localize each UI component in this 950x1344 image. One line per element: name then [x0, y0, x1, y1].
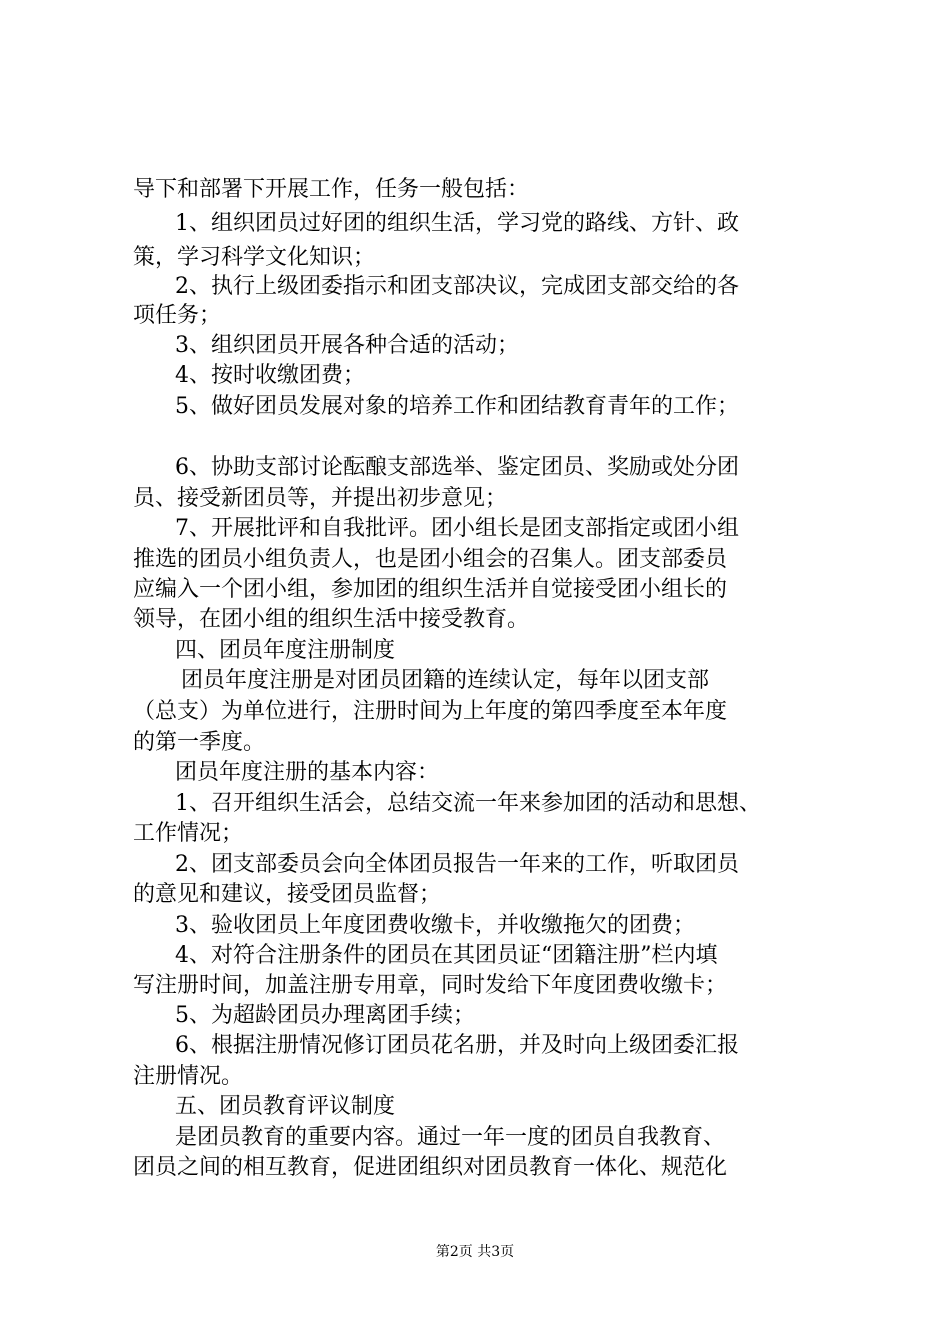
- section-heading-5: 五、团员教育评议制度: [175, 1094, 396, 1119]
- list-item-2: 2、执行上级团委指示和团支部决议，完成团支部交给的各: [175, 274, 739, 299]
- text-line: （总支）为单位进行，注册时间为上年度的第四季度至本年度: [133, 699, 728, 724]
- list-item-5: 5、做好团员发展对象的培养工作和团结教育青年的工作；: [175, 394, 739, 419]
- text-line: 策，学习科学文化知识；: [133, 245, 376, 270]
- list-item-4: 4、按时收缴团费；: [175, 363, 365, 388]
- text-line: 项任务；: [133, 303, 222, 328]
- text-line: 的意见和建议，接受团员监督；: [133, 882, 442, 907]
- text-line: 推选的团员小组负责人，也是团小组会的召集人。团支部委员: [133, 547, 728, 572]
- paragraph-line: 团员年度注册的基本内容：: [175, 760, 440, 785]
- text-line: 领导，在团小组的组织生活中接受教育。: [133, 607, 530, 632]
- list-item-6: 6、根据注册情况修订团员花名册，并及时向上级团委汇报: [175, 1033, 739, 1058]
- list-item-2: 2、团支部委员会向全体团员报告一年来的工作，听取团员: [175, 852, 739, 877]
- list-item-1: 1、召开组织生活会，总结交流一年来参加团的活动和思想、: [175, 791, 761, 816]
- list-item-3: 3、验收团员上年度团费收缴卡，并收缴拖欠的团费；: [175, 913, 695, 938]
- text-line: 工作情况；: [133, 821, 244, 846]
- text-line: 写注册时间，加盖注册专用章，同时发给下年度团费收缴卡；: [133, 973, 728, 998]
- list-item-1: 1、组织团员过好团的组织生活，学习党的路线、方针、政: [175, 211, 739, 236]
- page-footer: 第2页 共3页: [435, 1244, 515, 1260]
- list-item-7: 7、开展批评和自我批评。团小组长是团支部指定或团小组: [175, 516, 739, 541]
- paragraph-line: 团员年度注册是对团员团籍的连续认定，每年以团支部: [181, 668, 710, 693]
- list-item-3: 3、组织团员开展各种合适的活动；: [175, 333, 519, 358]
- text-line: 员、接受新团员等，并提出初步意见；: [133, 486, 508, 511]
- text-line: 导下和部署下开展工作，任务一般包括：: [133, 177, 530, 202]
- paragraph-line: 是团员教育的重要内容。通过一年一度的团员自我教育、: [175, 1125, 726, 1150]
- text-line: 注册情况。: [133, 1064, 244, 1089]
- text-line: 团员之间的相互教育，促进团组织对团员教育一体化、规范化: [133, 1155, 728, 1180]
- text-line: 的第一季度。: [133, 730, 266, 755]
- list-item-5: 5、为超龄团员办理离团手续；: [175, 1003, 475, 1028]
- text-line: 应编入一个团小组，参加团的组织生活并自觉接受团小组长的: [133, 577, 728, 602]
- list-item-4: 4、对符合注册条件的团员在其团员证“团籍注册”栏内填: [175, 943, 718, 968]
- list-item-6: 6、协助支部讨论酝酿支部选举、鉴定团员、奖励或处分团: [175, 455, 739, 480]
- section-heading-4: 四、团员年度注册制度: [175, 638, 396, 663]
